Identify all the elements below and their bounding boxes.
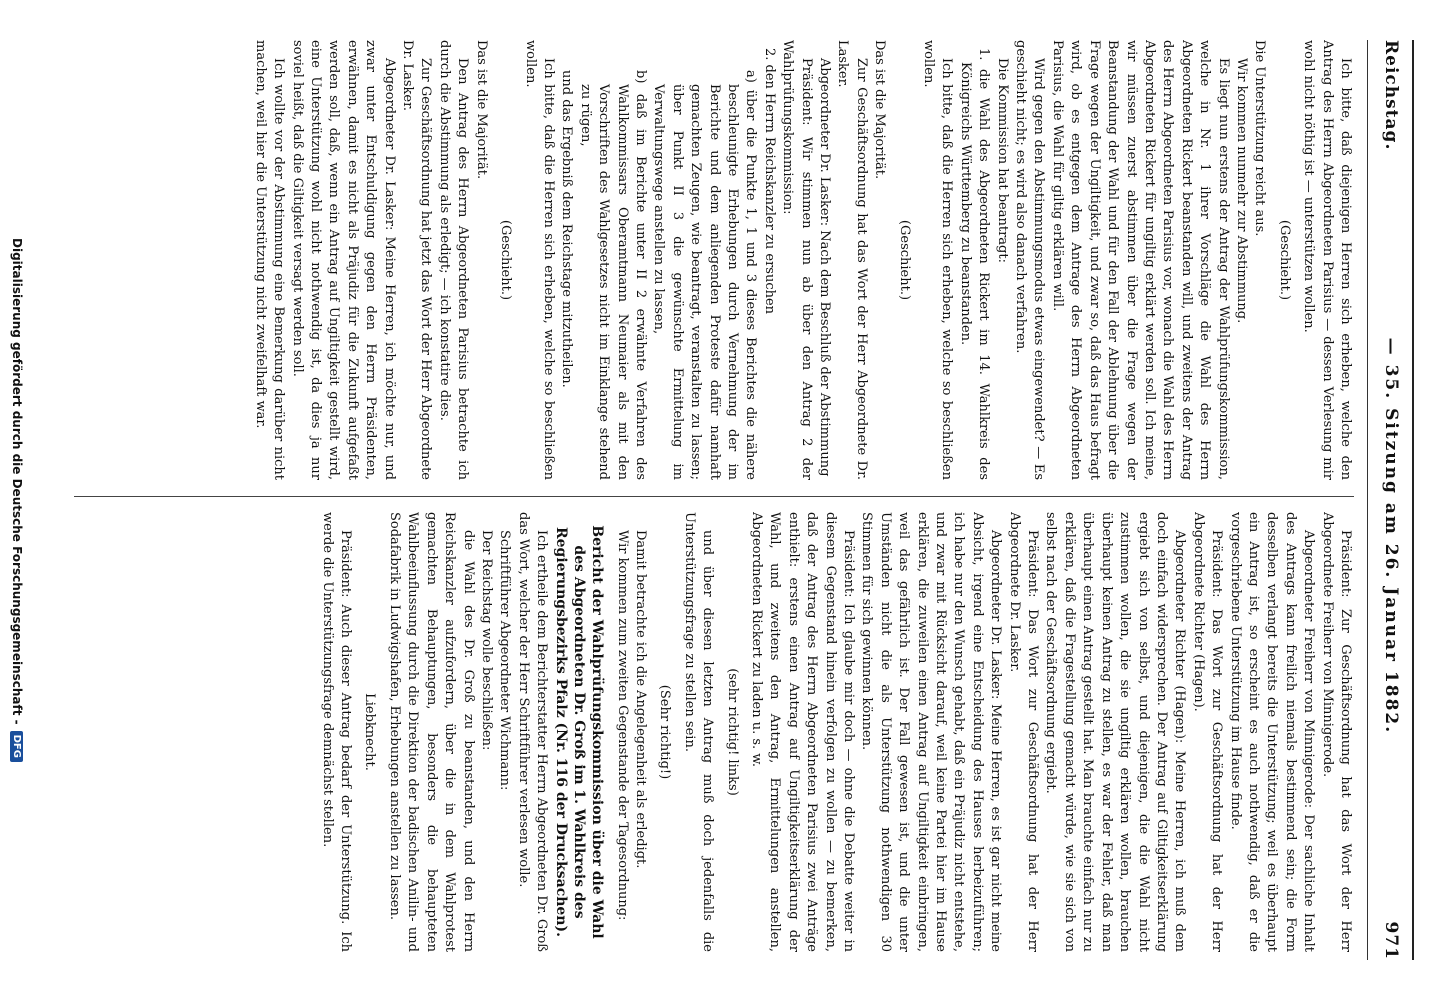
left-column-paragraph: Wird gegen den Abstimmungsmodus etwas eingewendet? — Es geschieht nicht; es wird also danach verfahren.: [1013, 40, 1047, 480]
left-column-paragraph: Ich bitte, daß die Herren sich erheben, welche so beschließen wollen.: [522, 40, 556, 480]
right-column-paragraph: Abgeordneter Richter (Hagen): Meine Herren, ich muß dem doch einfach widersprechen. Der Antrag auf Giltigkeitserklärung ergiebt sich von selbst, und diejenigen, die die Wahl nicht zustimmen wollen, die sie ungiltig erklären wollen, brauchen überhaupt keinen Antrag zu stellen, es war der Fehler, daß man überhaupt einen Antrag gestellt hat. Man brauchte einfach nur zu erklären, daß die Fragestellung gemacht würde, wie sie sich von selbst nach der Geschäftsordnung ergiebt.: [1043, 512, 1188, 952]
left-column-paragraph: Abgeordneter Dr. Lasker: Nach dem Beschluß der Abstimmung: [817, 58, 833, 477]
left-column-paragraph: Das ist die Majorität.: [473, 40, 489, 180]
right-column-paragraph: Damit betrachte ich die Angelegenheit als erledigt.: [632, 530, 648, 869]
footer-text: Digitalisierung gefördert durch die Deutsche Forschungsgemeinschaft -: [10, 238, 24, 725]
dfg-logo-icon: DFG: [11, 731, 24, 762]
page-header: [1376, 40, 1406, 960]
page-number: 971: [1381, 921, 1401, 960]
right-column-paragraph: Abgeordneter Freiherr von Minnigerode: Der sachliche Inhalt des Antrags kann freilich niemals bestimmend sein; die Form desselben verlangt bereits die Unterstützung; weil es überhaupt ein Antrag ist, so erscheint es auch nothwendig, daß er die vorgeschriebene Unterstützung im Hause finde.: [1227, 512, 1317, 952]
right-column-paragraph: Präsident: Zur Geschäftsordnung hat das Wort der Herr Abgeordnete Freiherr von Minnigerode.: [1319, 512, 1353, 952]
left-column-paragraph: Das ist die Majorität.: [872, 40, 888, 180]
header-left: Reichstag.: [1381, 40, 1401, 151]
left-column-paragraph: Abgeordneter Dr. Lasker: Meine Herren, ich möchte nur, und zwar unter Entschuldigung gegen den Herrn Präsidenten, erwähnen, damit es nicht als Präjudiz für die Zukunft aufgefaßt werden soll, daß, wenn ein Antrag auf Ungiltigkeit gestellt wird, eine Unterstützung wohl nicht nothwendig ist, da dies ja nur soviel heißt, daß die Giltigkeit versagt werden soll.: [289, 40, 397, 480]
left-column-paragraph: Ich bitte, daß diejenigen Herren sich erheben, welche den Antrag des Herrn Abgeordneten Parisius — dessen Verlesung mir wohl nicht nöthig ist — unterstützen wollen.: [1301, 40, 1353, 480]
right-column-paragraph: Präsident: Ich glaube mir doch — ohne die Debatte weiter in diesem Gegenstand hinein verfolgen zu wollen — zu bemerken, daß der Antrag des Herrn Abgeordneten Parisius zwei Anträge enthielt: erstens einen Antrag auf Ungiltigkeitserklärung der Wahl, und zweitens den Antrag, Ermittelungen anstellen, Abgeordneten Rickert zu laden u. s. w.: [749, 512, 857, 952]
right-column-paragraph: die Wahl des Dr. Groß zu beanstanden, und den Herrn Reichskanzler aufzufordern, über die in dem Wahlprotest gemachten Behauptungen, besonders die behaupteten Wahlbeeinflussung durch die Direktion der badischen Anilin- und Sodafabrik in Ludwigshafen, Erhebungen anstellen zu lassen.: [386, 512, 476, 952]
left-column-paragraph: b) daß im Berichte unter II 2 erwähnte Verfahren des Wahlkommissars Oberamtmann Neumaier als mit den Vorschriften des Wahlgesetzes nicht im Einklange stehend zu rügen,: [577, 70, 648, 480]
left-column-paragraph: Zur Geschäftsordnung hat das Wort der Herr Abgeordnete Dr. Lasker.: [835, 40, 869, 480]
header-center: — 35. Sitzung am 26. Januar 1882.: [1381, 337, 1401, 735]
right-column-paragraph: Schriftführer Abgeordneter Wichmann:: [497, 530, 513, 791]
right-column: [74, 512, 1354, 952]
left-column-paragraph: a) über die Punkte 1, 1 und 3 dieses Berichtes die nähere beschleunigte Erhebungen durch Vernehmung der im Berichte und dem anliegenden Proteste dafür namhaft gemachten Zeugen, wie beantragt, veranstalten zu lassen; über Punkt II 3 die gewünschte Ermittelung im Verwaltungswege anstellen zu lassen,: [651, 70, 759, 480]
left-column-paragraph: Den Antrag des Herrn Abgeordneten Parisius betrachte ich durch die Abstimmung als erledigt; — ich konstatire dies.: [436, 40, 471, 480]
right-column-paragraph: und über diesen letzten Antrag muß doch jedenfalls die Unterstützungsfrage zu stellen sein.: [681, 512, 716, 952]
right-column-heading: Bericht der Wahlprüfungskommission über die Wahl des Abgeordneten Dr. Groß im 1. Wahlkreis des Regierungsbezirks Pfalz (Nr. 116 der Drucksachen).: [553, 525, 606, 939]
left-column-paragraph: Wir kommen nunmehr zur Abstimmung.: [1233, 58, 1249, 324]
right-column-paragraph: (Sehr richtig!): [657, 684, 673, 780]
right-column-paragraph: Präsident: Auch dieser Antrag bedarf der Unterstützung. Ich werde die Unterstützungsfrage demnächst stellen.: [319, 512, 354, 952]
left-column-paragraph: Ich wollte vor der Abstimmung eine Bemerkung darüber nicht machen, weil hier die Unterstützung nicht zweifelhaft war.: [252, 40, 287, 480]
right-column-paragraph: Wir kommen zum zweiten Gegenstande der Tagesordnung:: [614, 530, 630, 921]
right-column-paragraph: Präsident: Das Wort zur Geschäftsordnung hat der Herr Abgeordnete Richter (Hagen).: [1190, 512, 1225, 952]
left-column-paragraph: Zur Geschäftsordnung hat jetzt das Wort der Herr Abgeordnete Dr. Lasker.: [400, 40, 434, 480]
left-column-paragraph: Präsident: Wir stimmen nun ab über den Antrag 2 der Wahlprüfungskommission:: [780, 40, 814, 480]
right-column-paragraph: Präsident: Das Wort zur Geschäftsordnung hat der Herr Abgeordnete Dr. Lasker.: [1006, 512, 1041, 952]
left-column-paragraph: (Geschieht.): [1276, 219, 1292, 301]
right-column-paragraph: (sehr richtig! links): [724, 668, 740, 796]
left-column: [74, 40, 1354, 480]
column-divider: [74, 496, 1354, 497]
header-rule: [1412, 40, 1414, 960]
left-column-paragraph: Es liegt nun erstens der Antrag der Wahlprüfungskommission, welche in Nr. 1 ihrer Vorschläge die Wahl des Herrn Abgeordneten Rickert beanstanden will, und zweitens der Antrag des Herrn Abgeordneten Parisius vor, wonach die Wahl des Herrn Abgeordneten Rickert für ungiltig erklärt werden soll. Ich meine, wir müssen zuerst abstimmen über die Frage wegen der Beanstandung der Wahl und für den Fall der Ablehnung über die Frage wegen der Ungiltigkeit, und zwar so, daß das Haus befragt wird, ob es entgegen dem Antrage des Herrn Abgeordneten Parisius, die Wahl für giltig erklären will.: [1049, 40, 1231, 480]
digitization-footer: [6, 0, 28, 1000]
left-column-paragraph: 1. die Wahl des Abgeordneten Rickert im 14. Wahlkreis des Königreichs Württemberg zu beanstanden.: [957, 48, 992, 480]
left-column-paragraph: (Geschieht.): [896, 219, 912, 301]
right-column-paragraph: Abgeordneter Dr. Lasker: Meine Herren, es ist gar nicht meine Absicht, irgend eine Entscheidung des Hauses herbeizuführen; ich habe nur den Wunsch gehabt, daß ein Präjudiz nicht entstehe, und zwar mit Rücksicht darauf, weil keine Partei hier im Hause erklären, die zuweilen einen Antrag auf Ungiltigkeit einbringen, weil das gefährlich ist. Der Fall gewesen ist, und die unter Umständen nicht die als Unterstützung nothwendigen 30 Stimmen für sich gewinnen können.: [859, 512, 1004, 952]
left-column-paragraph: 2. den Herrn Reichskanzler zu ersuchen: [761, 48, 777, 315]
header-rule-lower: [1367, 40, 1368, 960]
right-column-paragraph: Ich ertheile dem Berichterstatter Herrn Abgeordneten Dr. Groß das Wort, welcher der Herr Schriftführer verlesen wolle.: [515, 512, 550, 952]
left-column-paragraph: Die Unterstützung reicht aus.: [1252, 40, 1268, 237]
left-column-paragraph: (Geschieht.): [498, 219, 514, 301]
right-column-paragraph: Der Reichstag wolle beschließen:: [478, 530, 494, 751]
left-column-paragraph: Die Kommission hat beantragt:: [994, 58, 1010, 263]
right-column-paragraph: Liebknecht.: [362, 693, 378, 771]
left-column-paragraph: Ich bitte, daß die Herren sich erheben, welche so beschließen wollen.: [921, 40, 955, 480]
left-column-paragraph: und das Ergebniß dem Reichstage mitzutheilen.: [559, 70, 575, 388]
